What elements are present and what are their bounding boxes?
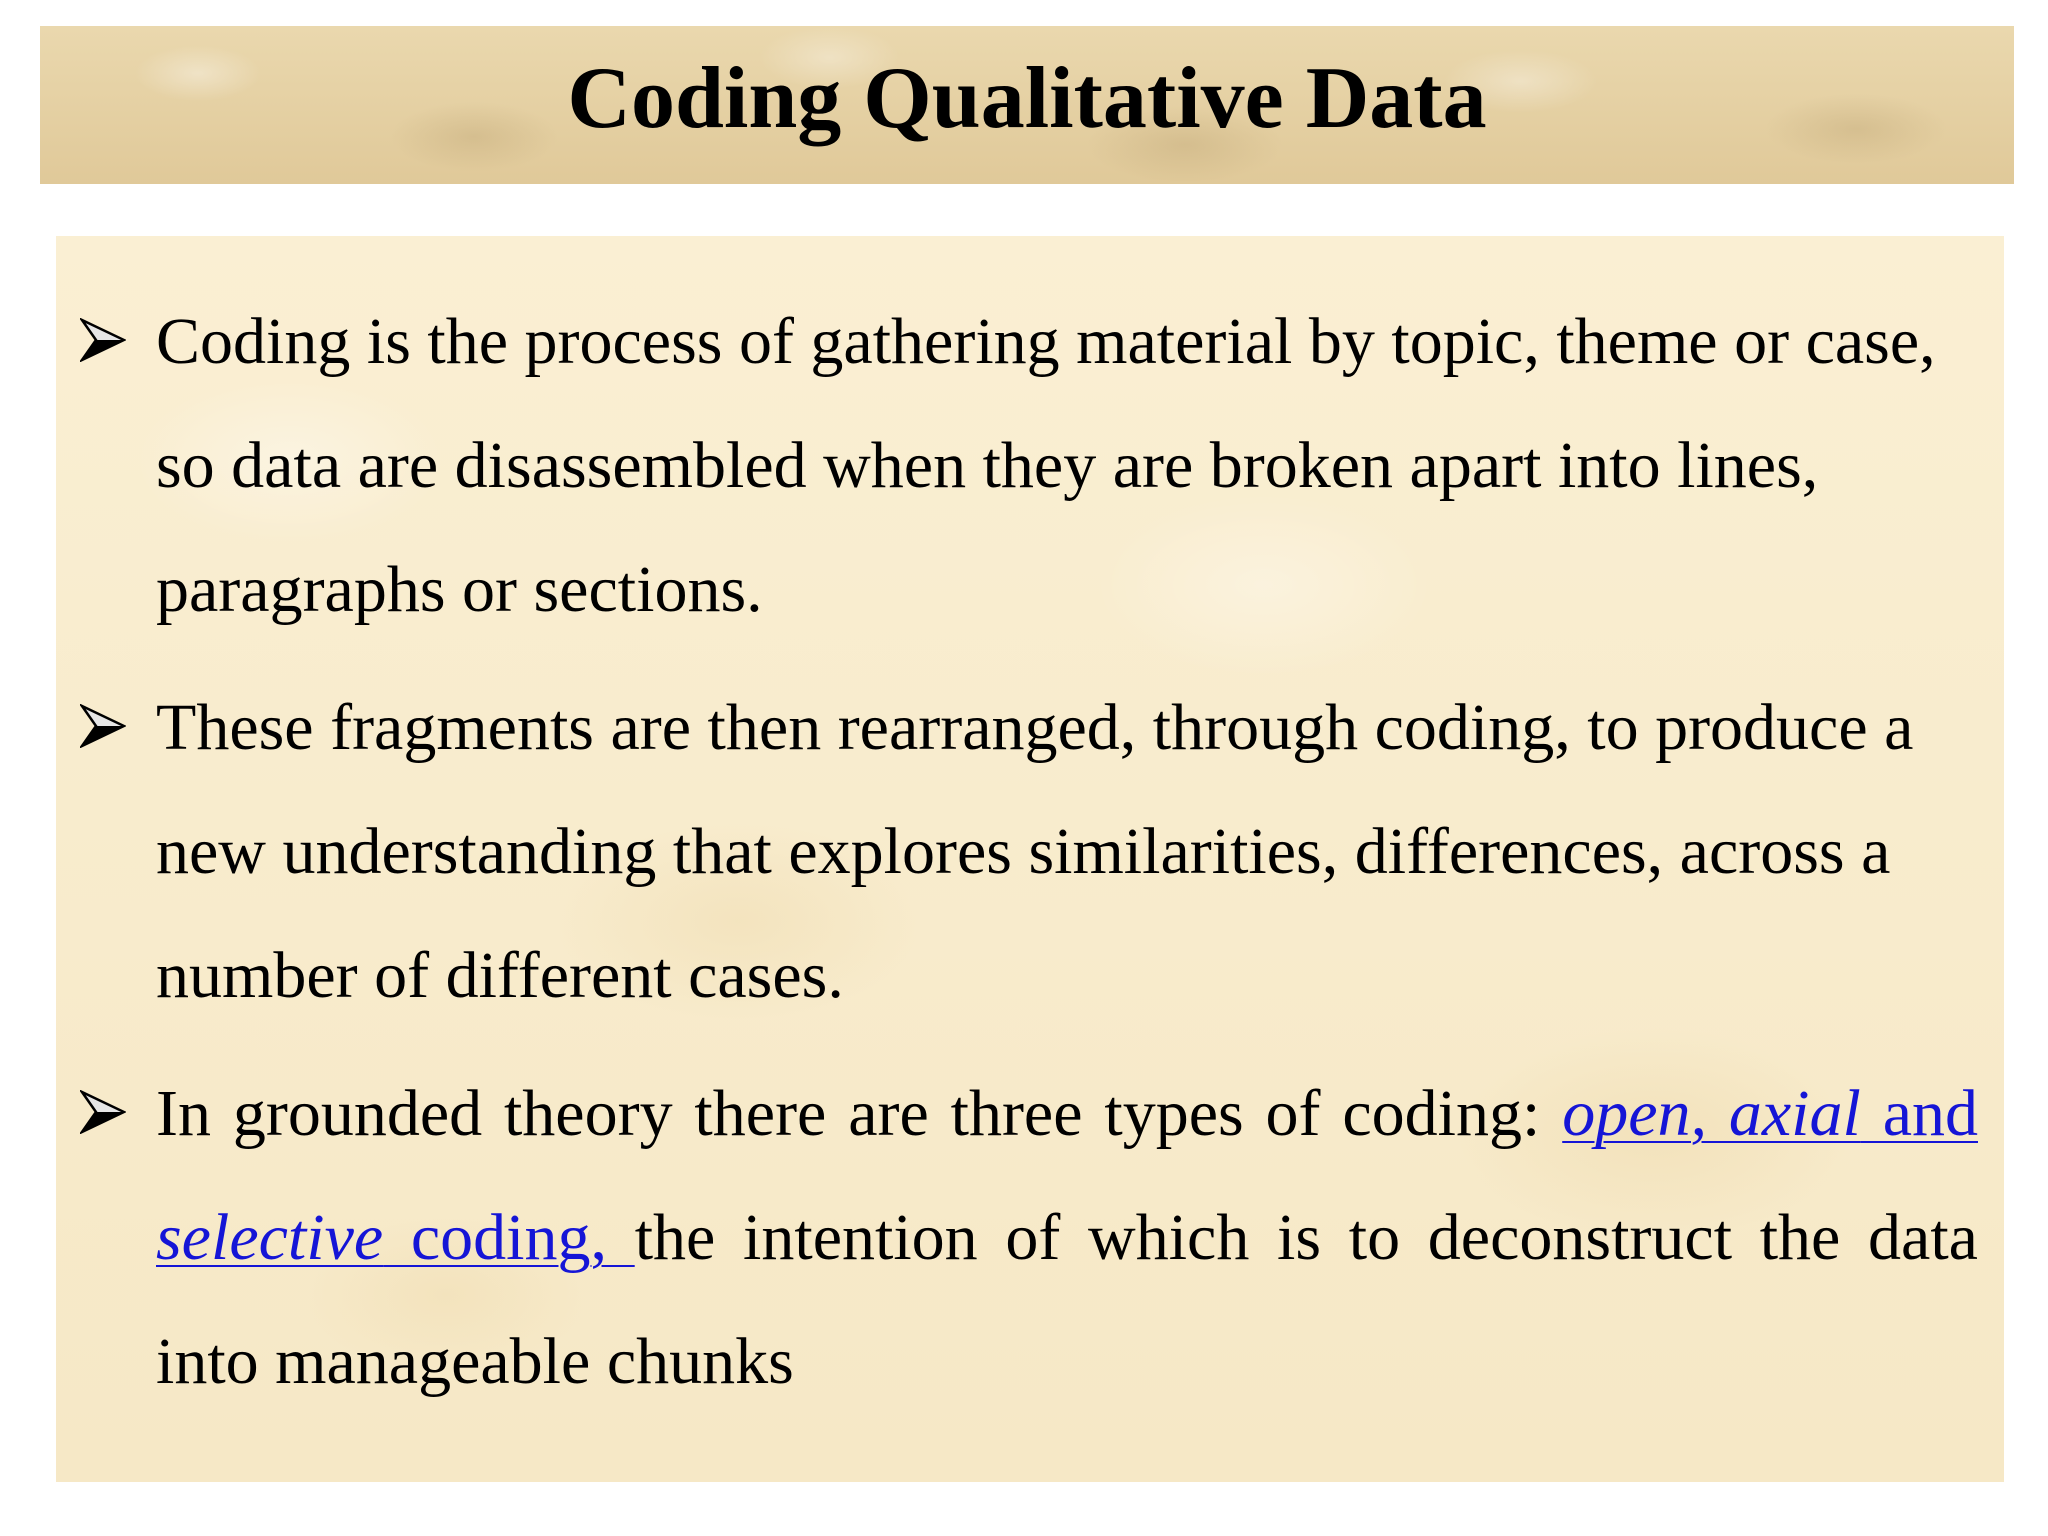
content-box	[56, 236, 2004, 1482]
bullet-text: These fragments are then rearranged, through coding, to produce a new understanding that explores similarities, differences, across a number of different cases.	[156, 691, 1914, 1012]
bullet-text: Coding is the process of gathering material by topic, theme or case, so data are disassembled when they are broken apart into lines, paragraphs or sections.	[156, 305, 1936, 626]
arrowhead-bullet-icon	[80, 318, 126, 362]
arrowhead-bullet-icon	[80, 704, 126, 748]
arrowhead-bullet-icon	[80, 1090, 126, 1134]
slide-title: Coding Qualitative Data	[567, 50, 1487, 147]
link-open-axial: open, axial	[1562, 1077, 1861, 1150]
title-bar	[40, 26, 2014, 184]
bullet-text-before: In grounded theory there are three types of coding:	[156, 1077, 1563, 1150]
link-and: and	[1860, 1077, 1978, 1150]
link-coding: coding,	[383, 1201, 635, 1274]
bullet-text-after: the intention of which is to deconstruct the data into manageable chunks	[156, 1201, 1978, 1398]
link-selective: selective	[156, 1201, 384, 1274]
bullet-text	[156, 1052, 1978, 1424]
